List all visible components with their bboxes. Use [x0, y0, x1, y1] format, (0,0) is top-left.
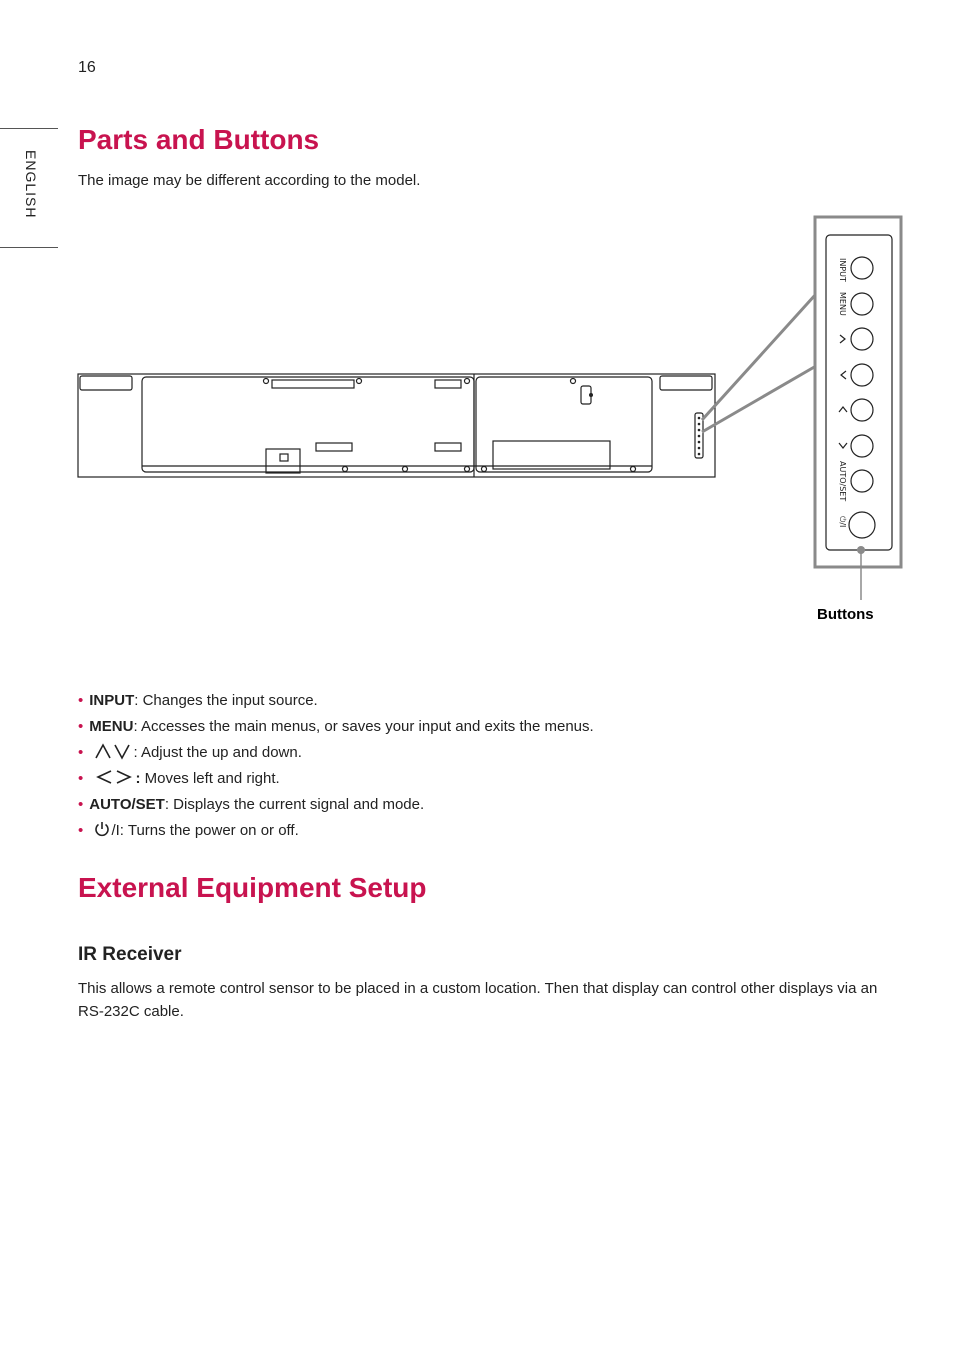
- list-item: • AUTO/SET: Displays the current signal and mode.: [78, 796, 425, 813]
- list-item: • MENU: Accesses the main menus, or saves your input and exits the menus.: [78, 718, 594, 735]
- button-description-list: [78, 690, 594, 846]
- section-title-external-equipment-setup: External Equipment Setup: [78, 872, 427, 903]
- intro-text: The image may be different according to the model.: [78, 172, 421, 189]
- left-inner-panel: [142, 377, 474, 472]
- auto-set-label: AUTO/SET: [838, 461, 847, 502]
- slot: [493, 441, 610, 469]
- subsection-title-ir-receiver: IR Receiver: [78, 944, 182, 965]
- slot: [435, 443, 461, 451]
- input-label: INPUT: [838, 258, 847, 282]
- slot: [435, 380, 461, 388]
- power-label: ⏻/I: [838, 516, 847, 528]
- list-item: • : Adjust the up and down.: [78, 744, 302, 761]
- right-inner-panel: [476, 377, 652, 472]
- list-item: • : Moves left and right.: [78, 770, 280, 787]
- slot: [316, 443, 352, 451]
- language-tab-label: ENGLISH: [23, 150, 39, 219]
- button-panel-callout: [815, 217, 901, 567]
- device-body: [78, 374, 715, 477]
- ir-receiver-body: This allows a remote control sensor to be placed in a custom location. Then that display can control other displays via an RS-232C cable.: [78, 980, 878, 1020]
- list-item: • /I: Turns the power on or off.: [78, 822, 299, 839]
- left-handle: [80, 376, 132, 390]
- menu-label: MENU: [838, 292, 847, 316]
- section-title-parts-and-buttons: Parts and Buttons: [78, 124, 320, 155]
- device-diagram: [0, 0, 954, 640]
- power-icon: [93, 820, 111, 838]
- page-number: 16: [78, 59, 96, 76]
- list-item: • INPUT: Changes the input source.: [78, 692, 318, 709]
- slot: [272, 380, 354, 388]
- buttons-caption: Buttons: [817, 606, 874, 623]
- left-right-arrows-icon: [93, 768, 135, 786]
- up-down-arrows-icon: [93, 742, 133, 760]
- right-handle: [660, 376, 712, 390]
